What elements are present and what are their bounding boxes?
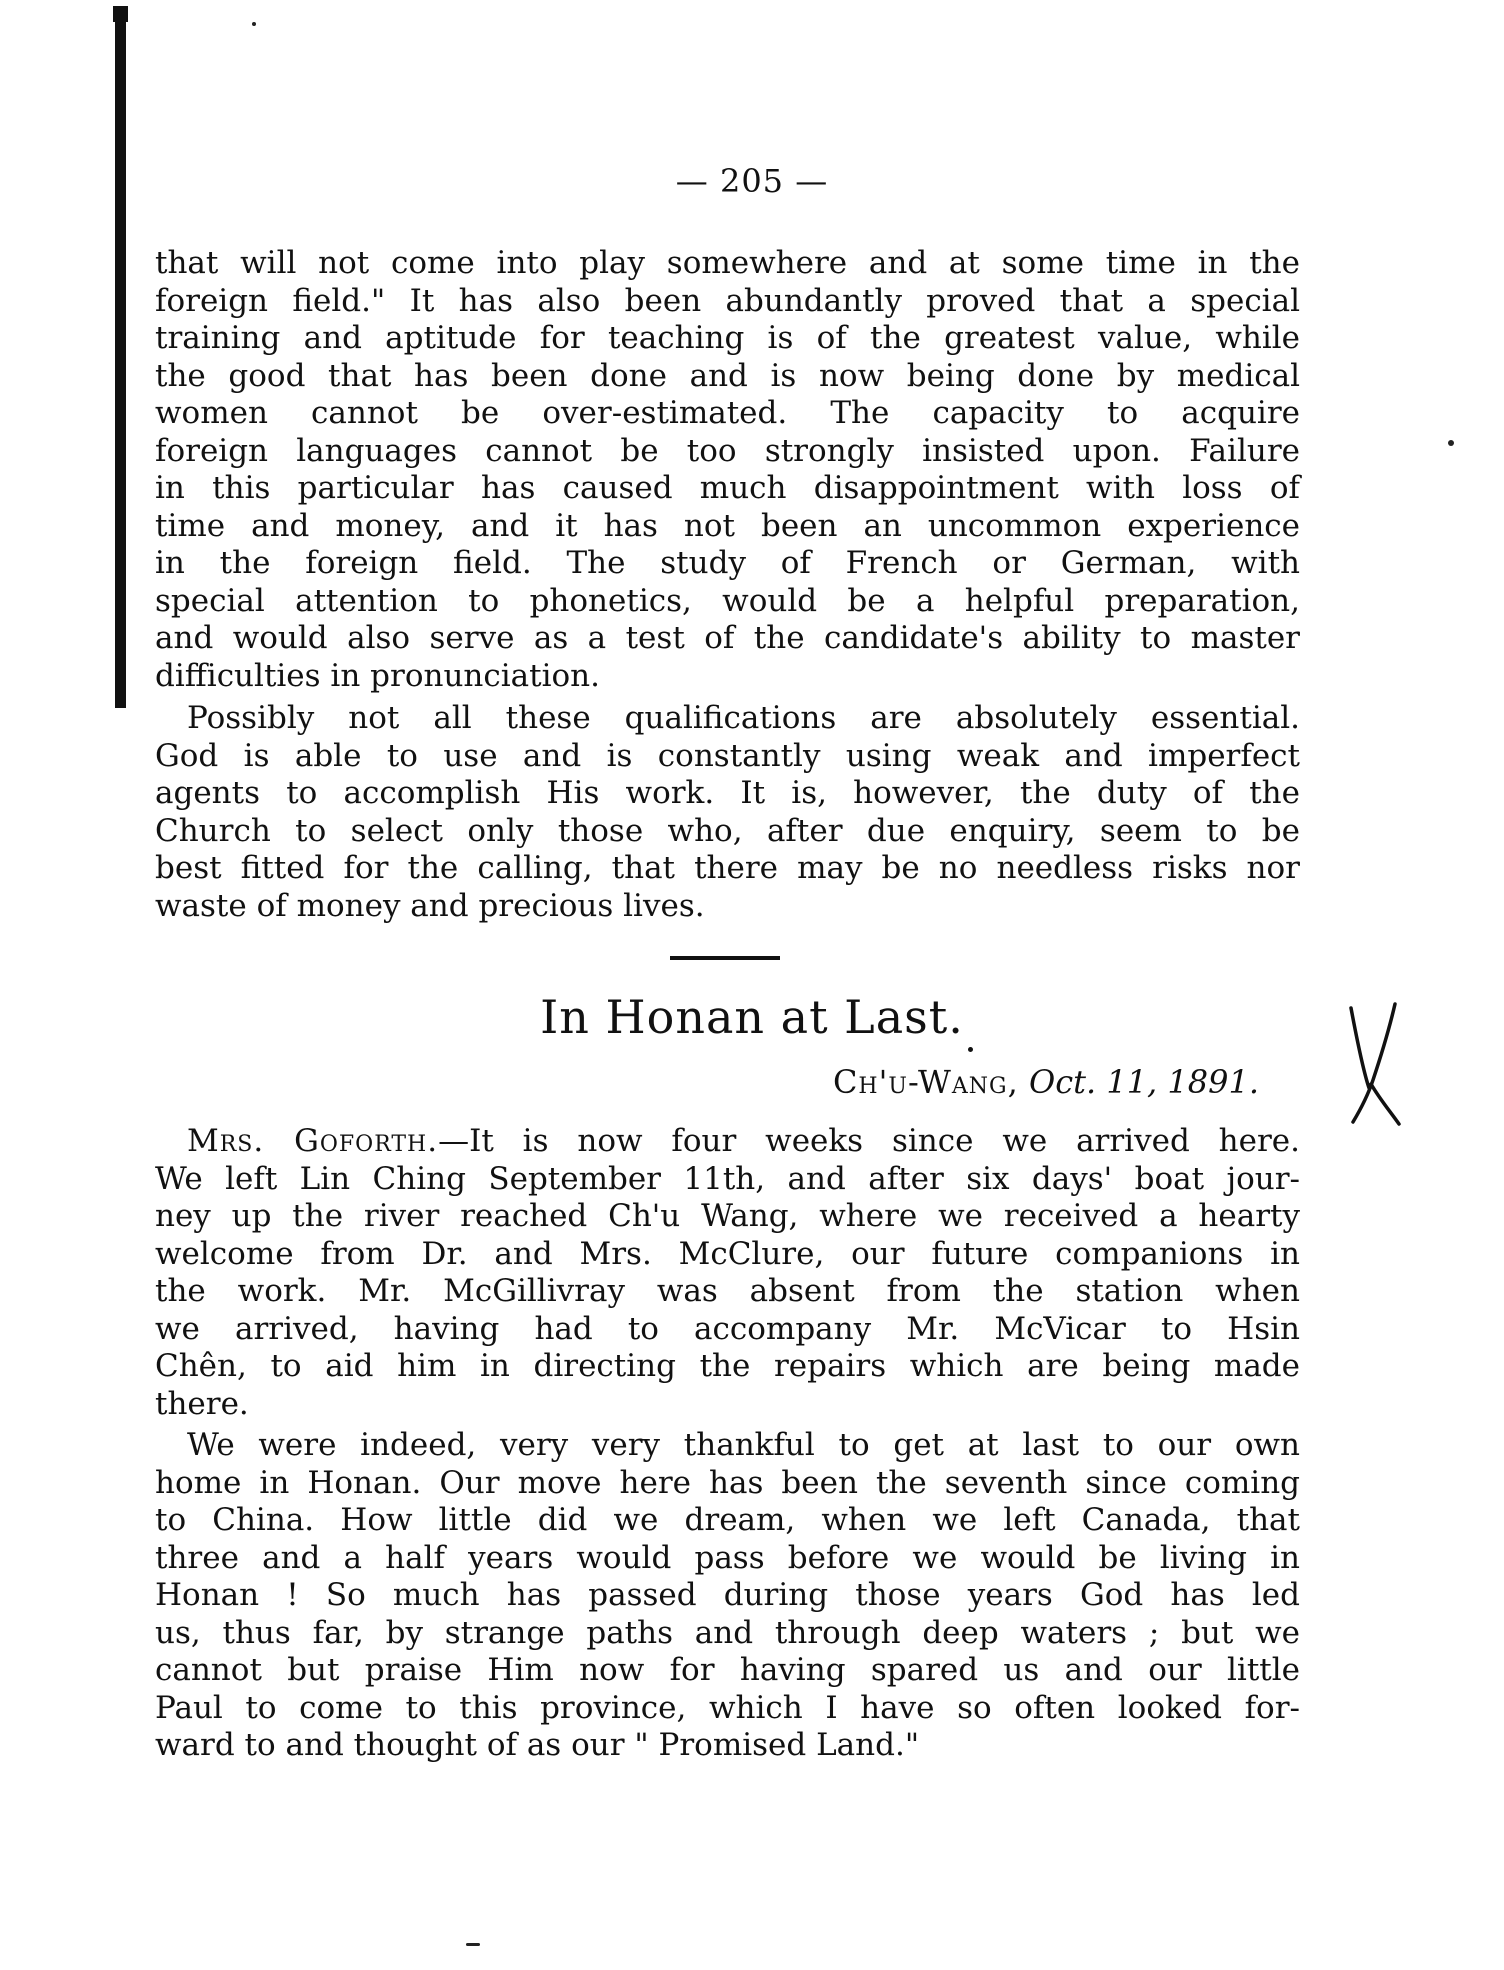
dateline-date: Oct. 11, 1891. <box>1028 1063 1259 1101</box>
speaker-name: Mrs. Goforth. <box>187 1123 439 1159</box>
text-line: the work. Mr. McGillivray was absent from the station when <box>155 1273 1300 1309</box>
text-line: we arrived, having had to accompany Mr. McVicar to Hsin <box>155 1310 1300 1347</box>
text-line: the good that has been done and is now being done by medical <box>155 357 1300 394</box>
text-line-rest: —It is now four weeks since we arrived here. <box>438 1123 1300 1159</box>
scan-speck <box>1448 440 1454 446</box>
text-line: Honan ! So much has passed during those years God has led <box>155 1577 1300 1613</box>
text-line: three and a half years would pass before we would be living in <box>155 1539 1300 1576</box>
text-line: best fitted for the calling, that there may be no needless risks nor <box>155 850 1300 886</box>
text-line: in the foreign field. The study of French or German, with <box>155 545 1300 581</box>
section-title: In Honan at Last. <box>540 990 964 1044</box>
dateline-place: Ch'u-Wang, <box>832 1063 1019 1101</box>
text-line: Paul to come to this province, which I have so often looked for- <box>155 1689 1300 1726</box>
text-line: cannot but praise Him now for having spared us and our little <box>155 1652 1300 1688</box>
scan-speck <box>466 1943 480 1946</box>
text-line: us, thus far, by strange paths and through deep waters ; but we <box>155 1614 1300 1651</box>
text-line: there. <box>155 1385 249 1422</box>
text-line: to China. How little did we dream, when we left Canada, that <box>155 1502 1300 1538</box>
scan-speck <box>252 22 256 26</box>
text-line: ward to and thought of as our " Promised Land." <box>155 1727 920 1763</box>
page-number: — 205 — <box>675 162 829 200</box>
text-line: time and money, and it has not been an uncommon experience <box>155 507 1300 544</box>
text-line: and would also serve as a test of the candidate's ability to master <box>155 620 1300 656</box>
text-line: agents to accomplish His work. It is, however, the duty of the <box>155 775 1300 811</box>
text-line: Possibly not all these qualifications are absolutely essential. <box>187 700 1300 736</box>
text-line: Chên, to aid him in directing the repairs which are being made <box>155 1348 1300 1384</box>
text-line: difficulties in pronunciation. <box>155 657 600 694</box>
text-line: that will not come into play somewhere and at some time in the <box>155 245 1300 281</box>
continuation-paragraph <box>155 245 1300 695</box>
text-line: God is able to use and is constantly using weak and imperfect <box>155 737 1300 774</box>
dateline <box>833 1063 1259 1101</box>
handwritten-margin-mark <box>1345 1000 1405 1130</box>
letter-paragraph-2 <box>155 1427 1300 1765</box>
letter-paragraph-1 <box>155 1123 1300 1423</box>
text-line: women cannot be over-estimated. The capacity to acquire <box>155 395 1300 431</box>
text-line: foreign languages cannot be too strongly insisted upon. Failure <box>155 432 1300 469</box>
closing-paragraph <box>155 700 1300 925</box>
text-line: in this particular has caused much disappointment with loss of <box>155 470 1300 506</box>
text-line: foreign field." It has also been abundantly proved that a special <box>155 282 1300 319</box>
text-line: ney up the river reached Ch'u Wang, where we received a hearty <box>155 1198 1300 1234</box>
text-line: We were indeed, very very thankful to get at last to our own <box>187 1427 1300 1463</box>
scan-edge-bar <box>115 8 126 708</box>
text-line: special attention to phonetics, would be a helpful preparation, <box>155 582 1300 619</box>
text-line <box>155 1123 1300 1161</box>
text-line: waste of money and precious lives. <box>155 887 705 924</box>
text-line: training and aptitude for teaching is of the greatest value, while <box>155 320 1300 356</box>
text-line: welcome from Dr. and Mrs. McClure, our future companions in <box>155 1235 1300 1272</box>
text-line: We left Lin Ching September 11th, and after six days' boat jour- <box>155 1160 1300 1197</box>
text-line: Church to select only those who, after due enquiry, seem to be <box>155 812 1300 849</box>
section-divider <box>670 956 780 960</box>
stray-dot <box>968 1047 973 1052</box>
text-line: home in Honan. Our move here has been the seventh since coming <box>155 1464 1300 1501</box>
